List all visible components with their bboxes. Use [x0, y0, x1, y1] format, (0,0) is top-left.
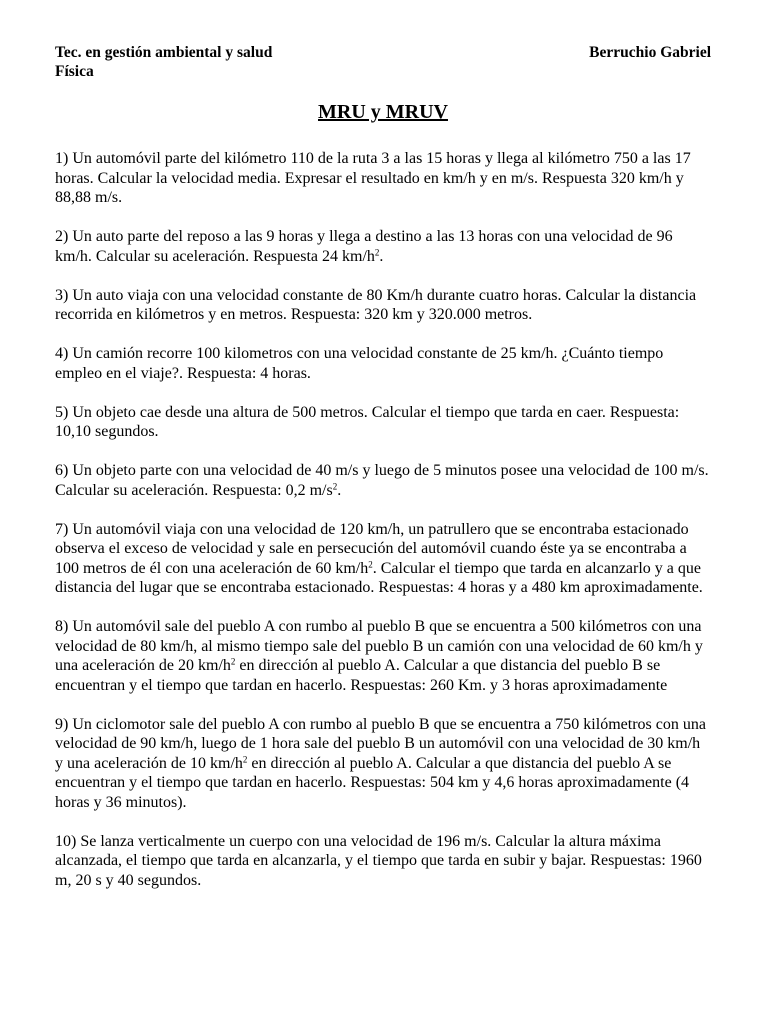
problem-text: en dirección al pueblo A. Calcular a que distancia del pueblo B se encuentran y el tiempo que tardan en hacerlo. Respuestas: 260 Km. y 3 horas aproximadamente	[55, 657, 668, 694]
author-name: Berruchio Gabriel	[589, 44, 711, 61]
problem-text: .	[337, 481, 342, 499]
problem-item	[55, 617, 711, 695]
problem-item	[55, 286, 711, 325]
page-title: MRU y MRUV	[318, 101, 448, 123]
problem-text: 6) Un objeto parte con una velocidad de 40 m/s y luego de 5 minutos posee una velocidad de 100 m/s. Calcular su aceleración. Respuesta: 0,2 m/s	[55, 462, 709, 499]
subject-name: Física	[55, 63, 94, 80]
problem-item	[55, 461, 711, 500]
problem-text: 8) Un automóvil sale del pueblo A con rumbo al pueblo B que se encuentra a 500 kilómetros con una velocidad de 80 km/h, al mismo tiempo sale del pueblo B un camión con una velocidad de 60 km/h y una aceleración de 20 km/h	[55, 618, 703, 674]
problem-item	[55, 520, 711, 598]
problem-item	[55, 403, 711, 442]
problem-text: . Calcular el tiempo que tarda en alcanzarlo y a que distancia del lugar que se encontraba estacionado. Respuestas: 4 horas y a 480 km aproximadamente.	[55, 559, 703, 596]
problem-text: 1) Un automóvil parte del kilómetro 110 de la ruta 3 a las 15 horas y llega al kilómetro 750 a las 17 horas. Calcular la velocidad media. Expresar el resultado en km/h y en m/s. Respuesta 320 km/h y 88,88 m/s.	[55, 150, 691, 206]
problem-text: 4) Un camión recorre 100 kilometros con una velocidad constante de 25 km/h. ¿Cuánto tiempo empleo en el viaje?. Respuesta: 4 horas.	[55, 345, 664, 382]
problem-item	[55, 227, 711, 266]
problem-text: 3) Un auto viaja con una velocidad constante de 80 Km/h durante cuatro horas. Calcular la distancia recorrida en kilómetros y en metros. Respuesta: 320 km y 320.000 metros.	[55, 286, 697, 323]
problem-text: 9) Un ciclomotor sale del pueblo A con rumbo al pueblo B que se encuentra a 750 kilómetros con una velocidad de 90 km/h, luego de 1 hora sale del pueblo B un automóvil con una velocidad de 30 km/h y una aceleración de 10 km/h	[55, 715, 706, 772]
problem-text: 10) Se lanza verticalmente un cuerpo con una velocidad de 196 m/s. Calcular la altura máxima alcanzada, el tiempo que tarda en alcanzarla, y el tiempo que tarda en subir y bajar. Respuestas: 1960 m, 20 s y 40 segundos.	[55, 832, 702, 889]
problem-text: 7) Un automóvil viaja con una velocidad de 120 km/h, un patrullero que se encontraba estacionado observa el exceso de velocidad y sale en persecución del automóvil cuando éste ya se encontraba a 100 metros de él con una aceleración de 60 km/h	[55, 520, 689, 577]
document-header	[55, 43, 711, 62]
exponent: 2	[242, 754, 248, 765]
problem-list	[55, 149, 711, 890]
exponent: 2	[368, 559, 373, 570]
document-page	[55, 43, 711, 910]
problem-text: .	[379, 247, 384, 265]
problem-text: 2) Un auto parte del reposo a las 9 horas y llega a destino a las 13 horas con una velocidad de 96 km/h. Calcular su aceleración. Respuesta 24 km/h	[55, 228, 673, 265]
problem-text: 5) Un objeto cae desde una altura de 500 metros. Calcular el tiempo que tarda en caer. Respuesta: 10,10 segundos.	[55, 403, 680, 440]
exponent: 2	[332, 481, 338, 492]
problem-item	[55, 149, 711, 208]
course-name: Tec. en gestión ambiental y salud	[55, 44, 273, 61]
exponent: 2	[374, 247, 380, 258]
exponent: 2	[230, 656, 236, 667]
problem-item	[55, 344, 711, 383]
problem-item	[55, 715, 711, 813]
problem-text: en dirección al pueblo A. Calcular a que distancia del pueblo A se encuentran y el tiempo que tardan en hacerlo. Respuestas: 504 km y 4,6 horas aproximadamente (4 horas y 36 minutos).	[55, 754, 690, 811]
problem-item	[55, 832, 711, 891]
